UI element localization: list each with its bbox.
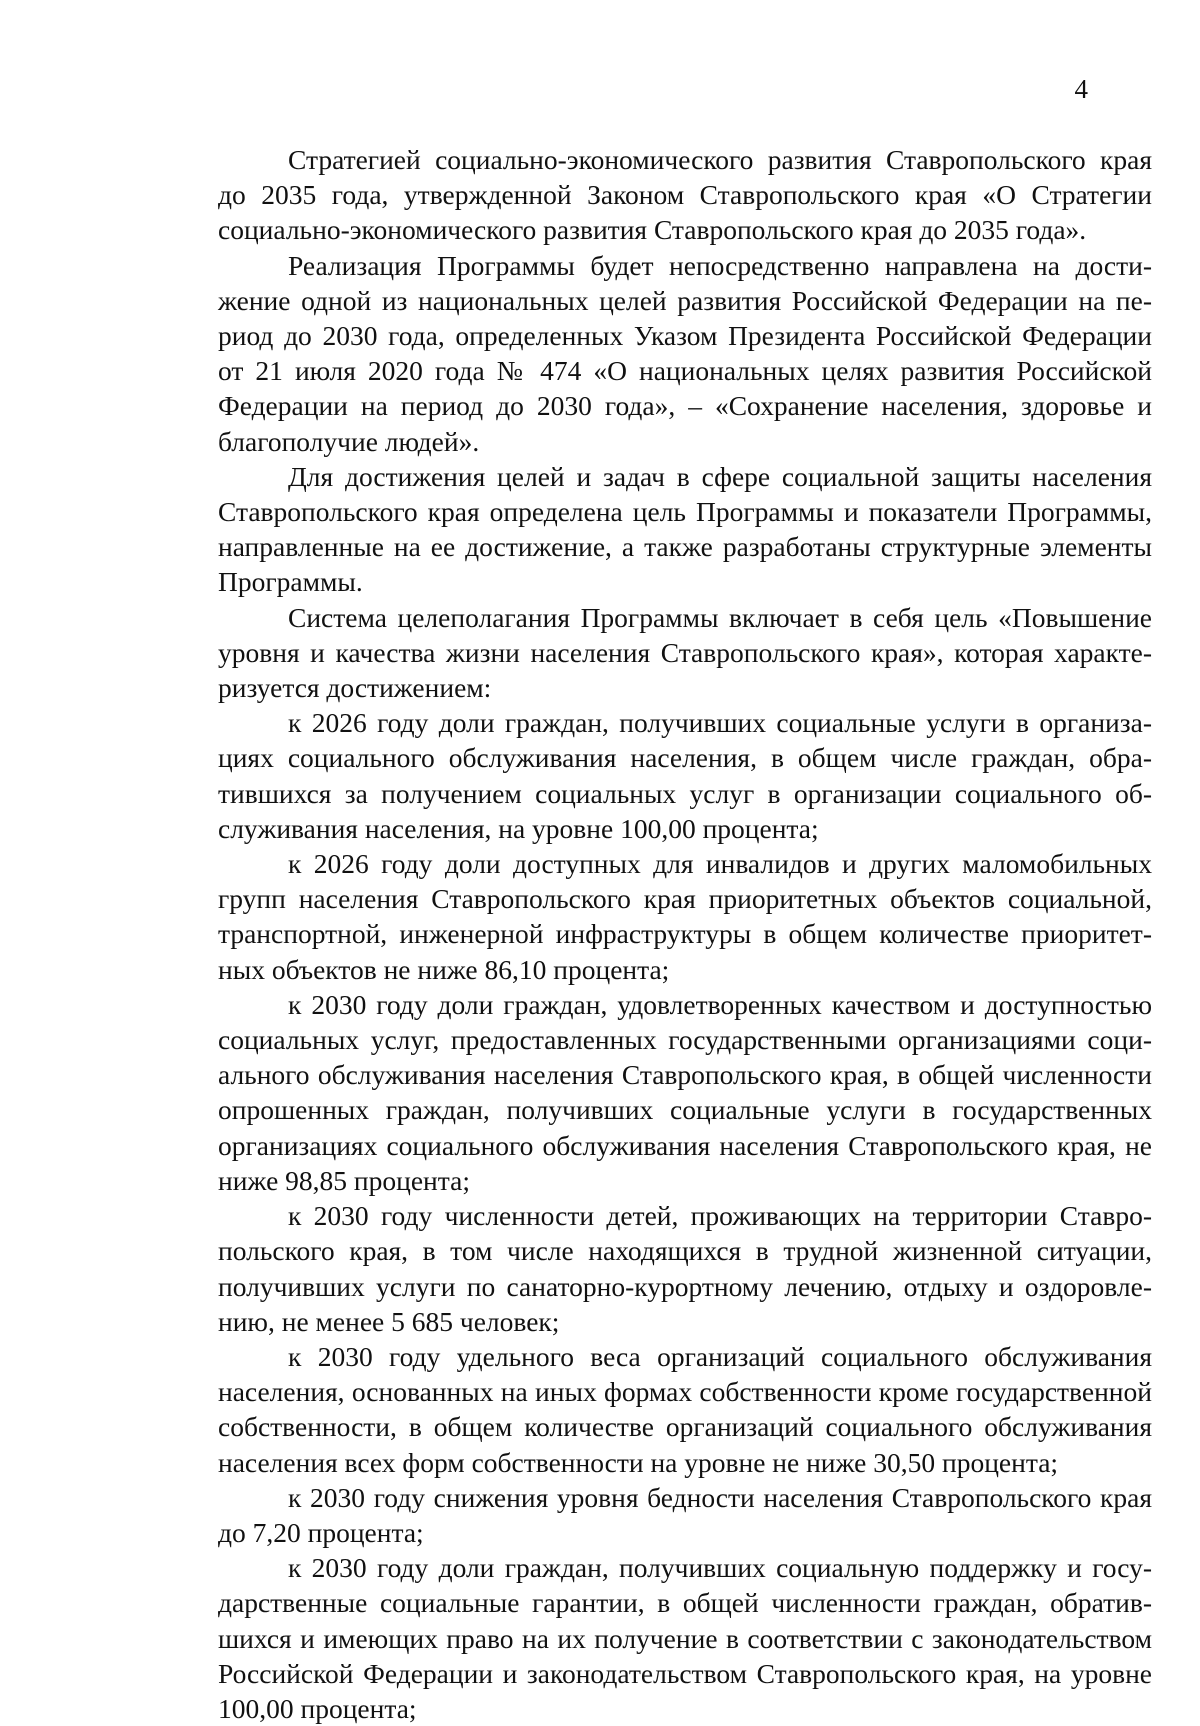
list-item-social-services-share: к 2026 году доли граждан, получивших социальные услуги в организациях социального обслуживания населения, в общем числе граждан, обратившихся за получением социальных услуг в организации социального обслуживания населения, на уровне 100,00 процента; [218, 707, 1152, 844]
list-item-social-support-share: к 2030 году доли граждан, получивших социальную поддержку и государственные социальные гарантии, в общей численности граждан, обратившихся и имеющих право на их получение в соответствии с законодательством Российской Федерации и законодательством Ставропольского края, на уровне 100,00 процента; [218, 1552, 1152, 1724]
paragraph-national-goals: Реализация Программы будет непосредственно направлена на достижение одной из национальных целей развития Российской Федерации на период до 2030 года, определенных Указом Президента Российской Федерации от 21 июля 2020 года № 474 «О национальных целях развития Российской Федерации на период до 2030 года», – «Сохранение населения, здоровье и благополучие людей». [218, 249, 1152, 457]
list-item-children-recovery: к 2030 году численности детей, проживающих на территории Ставропольского края, в том числе находящихся в трудной жизненной ситуации, получивших услуги по санаторно-курортному лечению, отдыху и оздоровлению, не менее 5 685 человек; [218, 1200, 1152, 1337]
list-item-accessible-objects-share: к 2026 году доли доступных для инвалидов и других маломобильных групп населения Ставропольского края приоритетных объектов социальной, транспортной, инженерной инфраструктуры в общем количестве приоритетных объектов не ниже 86,10 процента; [218, 848, 1152, 985]
page-number: 4 [1074, 74, 1088, 104]
document-body [218, 142, 1152, 1726]
paragraph-strategy-reference: Стратегией социально-экономического развития Ставропольского края до 2035 года, утвержденной Законом Ставропольского края «О Стратегии социально-экономического развития Ставропольского края до 2035 года». [218, 144, 1152, 246]
list-item-satisfaction-share: к 2030 году доли граждан, удовлетворенных качеством и доступностью социальных услуг, предоставленных государственными организациями социального обслуживания населения Ставропольского края, в общей численности опрошенных граждан, получивших социальные услуги в государственных организациях социального обслуживания населения Ставропольского края, не ниже 98,85 процента; [218, 988, 1152, 1196]
paragraph-goal-system: Система целеполагания Программы включает в себя цель «Повышение уровня и качества жизни населения Ставропольского края», которая характеризуется достижением: [218, 601, 1152, 704]
paragraph-program-goal: Для достижения целей и задач в сфере социальной защиты населения Ставропольского края определена цель Программы и показатели Программы, направленные на ее достижение, а также разработаны структурные элементы Программы. [218, 460, 1152, 598]
list-item-non-state-organizations: к 2030 году удельного веса организаций социального обслуживания населения, основанных на иных формах собственности кроме государственной собственности, в общем количестве организаций социального обслуживания населения всех форм собственности на уровне не ниже 30,50 процента; [218, 1340, 1152, 1478]
list-item-poverty-level: к 2030 году снижения уровня бедности населения Ставропольского края до 7,20 процента; [218, 1481, 1152, 1548]
